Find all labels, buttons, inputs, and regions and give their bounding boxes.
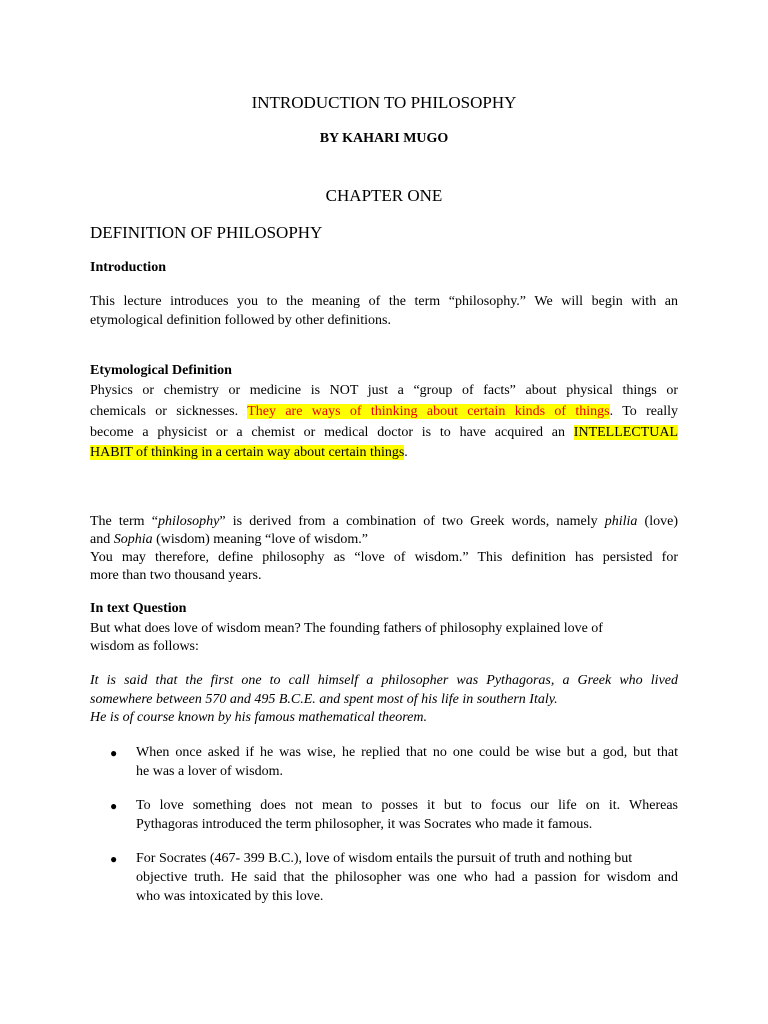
bullet-3-line-2: objective truth. He said that the philosopher was one who had a passion for wisdom and <box>136 870 678 885</box>
term-sophia-italic: Sophia <box>113 532 153 547</box>
question-line-2: wisdom as follows: <box>90 639 199 654</box>
term-philia-italic: philia <box>604 514 638 529</box>
term-line-4: more than two thousand years. <box>90 568 262 583</box>
chapter-heading: CHAPTER ONE <box>325 186 443 205</box>
etym-line-3-text: become a physicist or a chemist or medical doctor is to have acquired an <box>90 425 574 440</box>
intro-line-2: etymological definition followed by other definitions. <box>90 313 391 328</box>
etym-line-1: Physics or chemistry or medicine is NOT just a “group of facts” about physical things or <box>90 383 678 398</box>
term-line-1-a: The term “ <box>90 514 158 529</box>
section-title: DEFINITION OF PHILOSOPHY <box>90 223 323 242</box>
highlighted-intellectual: INTELLECTUAL <box>573 425 678 440</box>
term-line-1-c: ” is derived from a combination of two Greek words, namely <box>219 514 605 529</box>
bullet-3-line-1: For Socrates (467- 399 B.C.), love of wisdom entails the pursuit of truth and nothing but <box>136 851 633 866</box>
italic-line-2: somewhere between 570 and 495 B.C.E. and spent most of his life in southern Italy. <box>90 692 558 707</box>
in-text-question-heading: In text Question <box>90 601 187 616</box>
etym-line-4-end: . <box>404 445 408 460</box>
introduction-heading: Introduction <box>90 260 166 275</box>
question-line-1: But what does love of wisdom mean? The founding fathers of philosophy explained love of <box>90 621 603 636</box>
term-philosophy-italic: philosophy <box>157 514 220 529</box>
author-line: BY KAHARI MUGO <box>319 131 449 146</box>
bullet-1-line-1: When once asked if he was wise, he replied that no one could be wise but a god, but that <box>136 745 678 760</box>
term-line-2-c: (wisdom) meaning “love of wisdom.” <box>152 532 369 547</box>
bullet-1-line-2: he was a lover of wisdom. <box>136 764 283 779</box>
intro-line-1: This lecture introduces you to the meaning of the term “philosophy.” We will begin with an <box>90 294 678 309</box>
etym-line-3 <box>90 422 678 443</box>
etym-line-2-text: chemicals or sicknesses. <box>90 404 248 419</box>
italic-line-3: He is of course known by his famous mathematical theorem. <box>90 710 427 725</box>
term-line-1-e: (love) <box>637 514 678 529</box>
italic-line-1: It is said that the first one to call himself a philosopher was Pythagoras, a Greek who lived <box>90 673 678 688</box>
etym-line-4 <box>90 442 678 463</box>
bullet-icon: ● <box>110 852 118 866</box>
bullet-2-line-2: Pythagoras introduced the term philosopher, it was Socrates who made it famous. <box>136 817 593 832</box>
highlighted-habit: HABIT of thinking in a certain way about certain things <box>90 445 405 460</box>
bullet-2-line-1: To love something does not mean to posses it but to focus our life on it. Whereas <box>136 798 678 813</box>
bullet-icon: ● <box>110 746 118 760</box>
highlighted-ways-of-thinking: They are ways of thinking about certain kinds of things <box>247 404 610 419</box>
bullet-3-line-3: who was intoxicated by this love. <box>136 889 324 904</box>
document-title: INTRODUCTION TO PHILOSOPHY <box>251 93 517 112</box>
etymological-heading: Etymological Definition <box>90 363 232 378</box>
term-line-3: You may therefore, define philosophy as “love of wisdom.” This definition has persisted for <box>90 550 678 565</box>
bullet-icon: ● <box>110 799 118 813</box>
etym-line-2-end: . To really <box>609 404 678 419</box>
term-line-2-a: and <box>90 532 114 547</box>
etym-line-2 <box>90 401 678 422</box>
